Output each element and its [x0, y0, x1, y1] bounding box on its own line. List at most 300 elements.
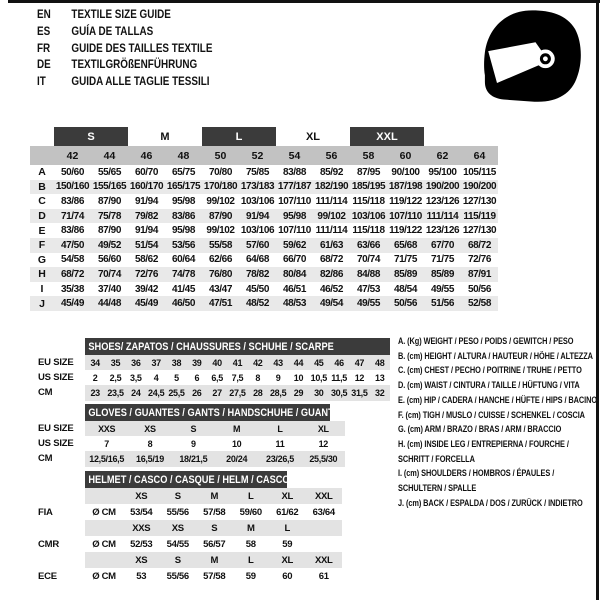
helmet-size-value: 53	[136, 570, 147, 582]
helmet-table-title-bar	[85, 471, 290, 488]
size-cell: 10	[293, 372, 304, 383]
helmet-size-label: XXS	[132, 522, 151, 534]
size-cell: 48	[375, 357, 385, 368]
size-band-l: L	[202, 127, 276, 146]
size-value-cell: 48/52	[245, 298, 270, 310]
size-value-cell: 37/40	[97, 283, 122, 295]
diameter-unit-label: Ø CM	[92, 570, 116, 582]
size-band-xxl: XXL	[350, 127, 424, 146]
legend-line: A. (Kg) WEIGHT / PESO / POIDS / GEWITCH / PESO	[398, 336, 574, 346]
size-cell: 36	[131, 357, 141, 368]
helmet-size-value: 61	[318, 570, 329, 582]
size-value-cell: 75/85	[245, 166, 270, 178]
size-value-cell: 170/180	[203, 181, 238, 193]
size-value-cell: 87/90	[97, 225, 122, 237]
size-column-header: 56	[325, 149, 338, 162]
racing-helmet-icon	[472, 6, 588, 105]
size-value-cell: 90/100	[391, 166, 420, 178]
size-cell: 11,5	[331, 372, 348, 383]
size-value-cell: 111/114	[426, 210, 459, 222]
size-value-cell: 87/90	[97, 195, 122, 207]
size-value-cell: 103/106	[240, 195, 275, 207]
size-value-cell: 127/130	[462, 225, 497, 237]
row-cells	[85, 385, 390, 400]
helmet-size-label: L	[247, 554, 254, 566]
size-cell: 10	[231, 438, 242, 449]
measurement-row-b	[30, 180, 498, 195]
size-value-cell: 95/98	[171, 225, 196, 237]
size-value-cell: 185/195	[351, 181, 386, 193]
legend-line: I. (cm) SHOULDERS / HOMBROS / ÉPAULES /	[398, 468, 555, 479]
size-value-cell: 115/118	[352, 195, 385, 207]
helmet-size-value: 57/58	[203, 506, 226, 518]
size-cell: 28,5	[269, 387, 287, 398]
size-cell: 30,5	[330, 387, 348, 398]
size-cell: 28	[253, 387, 263, 398]
legend-line: F. (cm) TIGH / MUSLO / CUISSE / SCHENKEL / COSCIA	[398, 409, 585, 420]
size-cell: 2	[92, 372, 98, 383]
size-cell: XL	[317, 423, 329, 434]
size-column-header: 42	[66, 149, 79, 162]
size-value-cell: 107/110	[389, 210, 422, 222]
language-code: DE	[37, 59, 51, 72]
language-code: EN	[37, 9, 51, 21]
size-row-us-size	[38, 436, 345, 451]
helmet-size-label: XS	[135, 554, 148, 566]
size-cell: L	[277, 423, 283, 434]
legend-line: E. (cm) HIP / CADERA / HANCHE / HÜFTE / HIPS / BACINO	[398, 394, 598, 405]
row-letter: D	[38, 210, 46, 223]
row-label	[38, 488, 85, 504]
size-cell: 47	[354, 357, 365, 368]
helmet-size-value: 60	[282, 570, 293, 582]
size-value-cell: 47/53	[356, 283, 381, 295]
size-cell: 10,5	[310, 372, 327, 383]
size-value-cell: 123/126	[425, 225, 460, 237]
language-title-block	[37, 7, 212, 91]
size-value-cell: 50/60	[60, 166, 85, 178]
size-value-cell: 60/64	[171, 254, 196, 266]
size-cell: 35	[110, 357, 121, 368]
helmet-size-value: 55/56	[166, 570, 189, 582]
size-value-cell: 46/50	[171, 298, 196, 310]
diameter-unit-label: Ø CM	[92, 538, 116, 550]
helmet-table-rows	[38, 488, 342, 584]
size-column-header: 58	[362, 149, 375, 162]
gloves-table-title: GLOVES / GUANTES / GANTS / HANDSCHUHE / GUANTI	[88, 406, 337, 419]
size-value-cell: 54/58	[60, 254, 85, 266]
size-band-xl: XL	[305, 130, 321, 143]
size-column-header: 50	[214, 149, 227, 162]
size-value-cell: 91/94	[134, 195, 159, 207]
helmet-size-value: 55/56	[166, 506, 189, 518]
size-cell: 27	[212, 387, 222, 398]
size-value-cell: 83/86	[60, 195, 85, 207]
size-cell: 25,5/30	[309, 453, 338, 464]
size-value-cell: 70/80	[208, 166, 233, 178]
row-cells	[85, 436, 345, 451]
size-value-cell: 190/200	[462, 181, 497, 193]
row-letter: E	[38, 224, 46, 237]
size-value-cell: 68/72	[467, 239, 492, 251]
language-row	[37, 7, 212, 24]
size-value-cell: 182/190	[314, 181, 349, 193]
helmet-table-title: HELMET / CASCO / CASQUE / HELM / CASCO	[88, 473, 290, 486]
row-cells	[85, 568, 342, 584]
helmet-size-value: 63/64	[312, 506, 335, 518]
size-value-cell: 63/66	[356, 239, 381, 251]
homologation-label: ECE	[38, 570, 57, 582]
size-value-cell: 107/110	[278, 225, 311, 237]
measurement-legend	[398, 334, 598, 510]
size-cell: 16,5/19	[136, 453, 164, 464]
size-value-cell: 45/50	[245, 283, 270, 295]
language-title: GUÍA DE TALLAS	[71, 25, 154, 38]
helmet-size-value: 53/54	[130, 506, 153, 518]
gloves-table-title-bar	[85, 404, 337, 421]
size-value-cell: 47/51	[208, 298, 233, 310]
size-cell: 43	[273, 357, 283, 368]
size-row-eu-size	[38, 421, 345, 436]
size-cell: 20/24	[226, 453, 248, 464]
size-cell: 41	[232, 357, 243, 368]
size-cell: 24,5	[147, 387, 165, 398]
gloves-table-rows	[38, 421, 345, 467]
measurement-row-e	[30, 223, 498, 238]
size-value-cell: 95/98	[171, 195, 196, 207]
measurement-row-j	[30, 296, 498, 311]
row-cells	[85, 536, 342, 552]
helmet-size-label: XXL	[314, 554, 333, 566]
size-value-cell: 57/60	[245, 239, 270, 251]
size-band-row	[30, 127, 498, 146]
helmet-size-value: 59/60	[239, 506, 262, 518]
shoes-table-title: SHOES/ ZAPATOS / CHAUSSURES / SCHUHE / SCARPE	[88, 340, 334, 353]
homologation-label: FIA	[38, 506, 53, 518]
size-cell: 8	[255, 372, 261, 383]
helmet-size-label: S	[211, 522, 218, 534]
legend-line: H. (cm) INSIDE LEG / ENTREPIERNA / FOURCHE /	[398, 438, 569, 449]
row-letter: H	[38, 268, 46, 281]
size-value-cell: 46/52	[319, 283, 344, 295]
size-value-cell: 68/72	[60, 268, 85, 280]
size-value-cell: 70/74	[97, 268, 122, 280]
size-cell: M	[233, 423, 241, 434]
size-band-s: S	[54, 127, 128, 146]
size-value-cell: 78/82	[245, 268, 270, 280]
size-value-cell: 65/68	[393, 239, 418, 251]
measurement-row-f	[30, 238, 498, 253]
shoes-size-table	[38, 338, 390, 401]
top-border-line	[8, 0, 600, 3]
size-cell: 6	[194, 372, 200, 383]
size-value-cell: 47/50	[60, 239, 85, 251]
size-value-cell: 76/80	[208, 268, 233, 280]
size-cell: 2,5	[109, 372, 122, 383]
row-cells	[85, 520, 342, 536]
size-value-cell: 85/89	[393, 268, 418, 280]
size-value-cell: 71/75	[430, 254, 455, 266]
size-value-cell: 49/55	[430, 283, 455, 295]
size-cell: 29	[293, 387, 304, 398]
size-value-cell: 83/86	[60, 225, 85, 237]
size-value-cell: 64/68	[245, 254, 270, 266]
size-column-header: 48	[177, 149, 190, 162]
size-value-cell: 79/82	[134, 210, 159, 222]
size-value-cell: 82/86	[319, 268, 344, 280]
size-value-cell: 49/52	[97, 239, 122, 251]
language-row	[37, 74, 212, 91]
size-value-cell: 58/62	[134, 254, 159, 266]
size-column-header: 52	[251, 149, 264, 162]
size-value-cell: 99/102	[206, 225, 235, 237]
size-value-cell: 111/114	[315, 195, 348, 207]
legend-line: SCHULTERN / SPALLE	[398, 483, 477, 494]
size-value-cell: 50/56	[393, 298, 418, 310]
helmet-size-label: S	[174, 490, 181, 502]
size-value-cell: 60/70	[134, 166, 159, 178]
size-value-cell: 111/114	[315, 225, 348, 237]
size-value-cell: 95/98	[282, 210, 307, 222]
size-value-cell: 56/60	[97, 254, 122, 266]
helmet-size-label: XL	[281, 554, 294, 566]
homologation-label: CMR	[38, 538, 60, 550]
size-column-header: 44	[103, 149, 116, 162]
size-value-cell: 95/100	[428, 166, 457, 178]
size-value-cell: 190/200	[425, 181, 460, 193]
size-value-cell: 72/76	[134, 268, 159, 280]
size-value-cell: 45/49	[60, 298, 85, 310]
row-label: EU SIZE	[38, 423, 74, 435]
helmet-size-value: 54/55	[166, 538, 189, 550]
legend-line: G. (cm) ARM / BRAZO / BRAS / ARM / BRACCIO	[398, 424, 562, 435]
size-value-cell: 41/45	[171, 283, 196, 295]
helmet-size-label: M	[210, 554, 219, 566]
row-label	[38, 552, 85, 568]
size-value-cell: 75/78	[97, 210, 122, 222]
helmet-size-label: S	[174, 554, 181, 566]
size-cell: 26	[192, 387, 202, 398]
size-value-cell: 66/70	[282, 254, 307, 266]
size-value-cell: 51/56	[430, 298, 455, 310]
helmet-size-value: 59	[282, 538, 293, 550]
helmet-size-value: 58	[245, 538, 256, 550]
size-column-header: 64	[473, 149, 486, 162]
size-cell: 45	[314, 357, 324, 368]
size-value-cell: 87/95	[356, 166, 381, 178]
size-cell: 24	[131, 387, 141, 398]
shoes-table-title-bar	[85, 338, 390, 355]
legend-line: D. (cm) WAIST / CINTURA / TAILLE / HÜFTUNG / VITA	[398, 380, 580, 391]
textile-size-table	[30, 127, 498, 311]
size-value-cell: 123/126	[425, 195, 460, 207]
size-value-cell: 119/122	[389, 195, 422, 207]
measurement-row-d	[30, 209, 498, 224]
size-value-cell: 35/38	[60, 283, 85, 295]
size-value-cell: 71/74	[60, 210, 85, 222]
size-column-header: 60	[399, 149, 412, 162]
row-cells	[85, 370, 390, 385]
size-value-cell: 70/74	[356, 254, 381, 266]
size-cell: 8	[147, 438, 153, 449]
helmet-size-value: 61/62	[276, 506, 299, 518]
size-value-cell: 115/119	[463, 210, 496, 222]
size-cell: 39	[192, 357, 202, 368]
row-label: EU SIZE	[38, 357, 74, 369]
helmet-size-label: L	[247, 490, 254, 502]
legend-line: B. (cm) HEIGHT / ALTURA / HAUTEUR / HÖHE / ALTEZZA	[398, 350, 593, 361]
size-value-cell: 173/183	[240, 181, 275, 193]
row-label: CM	[38, 453, 53, 465]
row-letter: I	[40, 283, 44, 296]
size-row-eu-size	[38, 355, 390, 370]
measurement-row-a	[30, 165, 498, 180]
size-value-cell: 61/63	[319, 239, 344, 251]
size-row-us-size	[38, 370, 390, 385]
helmet-size-label: M	[246, 522, 255, 534]
helmet-size-value: 59	[245, 570, 256, 582]
size-value-cell: 67/70	[430, 239, 455, 251]
size-cell: 34	[90, 357, 100, 368]
size-cell: 42	[253, 357, 263, 368]
measurement-row-c	[30, 194, 498, 209]
language-title: TEXTILGRÖßENFÜHRUNG	[71, 59, 198, 72]
helmet-size-value: 57/58	[203, 570, 226, 582]
row-cells	[85, 488, 342, 504]
row-cells	[85, 552, 342, 568]
language-row	[37, 24, 212, 41]
size-cell: 12	[318, 438, 329, 449]
size-value-cell: 45/49	[134, 298, 159, 310]
size-cell: 7	[104, 438, 110, 449]
row-cells	[85, 504, 342, 520]
helmet-sizes-row-cmr	[38, 520, 342, 536]
size-value-cell: 51/54	[134, 239, 159, 251]
size-band-m: M	[160, 130, 170, 143]
size-value-cell: 155/165	[92, 181, 127, 193]
size-value-cell: 62/66	[208, 254, 233, 266]
size-value-cell: 55/58	[208, 239, 233, 251]
size-value-cell: 71/75	[393, 254, 418, 266]
language-code: FR	[37, 42, 51, 55]
size-value-cell: 39/42	[134, 283, 159, 295]
size-value-cell: 46/51	[282, 283, 307, 295]
helmet-values-row-ece	[38, 568, 342, 584]
size-value-cell: 103/106	[351, 210, 386, 222]
size-cell: 4	[153, 372, 159, 383]
size-value-cell: 48/54	[393, 283, 418, 295]
size-row-cm	[38, 451, 345, 466]
measurement-row-g	[30, 253, 498, 268]
size-cell: 23/26,5	[266, 453, 294, 464]
size-value-cell: 103/106	[240, 225, 275, 237]
size-value-cell: 127/130	[462, 195, 497, 207]
row-cells	[85, 355, 390, 370]
size-value-cell: 53/56	[171, 239, 196, 251]
shoes-table-rows	[38, 355, 390, 401]
row-cells	[85, 421, 345, 436]
size-value-cell: 165/175	[166, 181, 201, 193]
size-value-cell: 72/76	[467, 254, 492, 266]
measurement-row-i	[30, 282, 498, 297]
size-value-cell: 84/88	[356, 268, 381, 280]
size-cell: XS	[144, 423, 156, 434]
size-cell: 30	[314, 387, 324, 398]
size-value-cell: 48/53	[282, 298, 307, 310]
gloves-size-table	[38, 404, 345, 467]
language-code: IT	[37, 76, 46, 89]
size-value-cell: 83/86	[171, 210, 196, 222]
size-cell: 32	[375, 387, 385, 398]
language-title: GUIDA ALLE TAGLIE TESSILI	[71, 76, 210, 89]
size-value-cell: 91/94	[134, 225, 159, 237]
band-spacer	[30, 127, 54, 146]
size-cell: 25,5	[168, 387, 185, 398]
row-label: US SIZE	[38, 438, 74, 450]
size-cell: 3,5	[130, 372, 142, 383]
size-value-cell: 99/102	[206, 195, 235, 207]
size-value-cell: 87/91	[467, 268, 492, 280]
row-cells	[85, 451, 345, 466]
helmet-size-label: XXL	[314, 490, 333, 502]
helmet-size-value: 56/57	[203, 538, 226, 550]
size-cell: 38	[171, 357, 182, 368]
size-value-cell: 107/110	[278, 195, 311, 207]
language-title: GUIDE DES TAILLES TEXTILE	[71, 42, 213, 55]
row-letter: G	[37, 253, 47, 266]
size-value-cell: 87/90	[208, 210, 233, 222]
legend-line: J. (cm) BACK / ESPALDA / DOS / ZURÜCK / INDIETRO	[398, 497, 583, 508]
size-row-cm	[38, 385, 390, 400]
helmet-size-label: XL	[281, 490, 294, 502]
size-cell: 12,5/16,5	[89, 453, 125, 464]
helmet-size-label: XS	[135, 490, 148, 502]
helmet-size-label: L	[284, 522, 290, 534]
size-cell: 46	[334, 357, 344, 368]
row-letter: A	[38, 166, 46, 179]
size-cell: XXS	[98, 423, 116, 434]
size-column-header: 46	[140, 149, 153, 162]
size-cell: 9	[275, 372, 281, 383]
size-column-header: 62	[436, 149, 449, 162]
size-value-cell: 160/170	[129, 181, 164, 193]
size-value-cell: 55/65	[97, 166, 122, 178]
size-value-cell: 119/122	[389, 225, 422, 237]
language-row	[37, 57, 212, 74]
language-code: ES	[37, 25, 51, 38]
helmet-size-label: XS	[171, 522, 184, 534]
diameter-unit-label: Ø CM	[92, 506, 116, 518]
language-title: TEXTILE SIZE GUIDE	[71, 9, 171, 21]
size-value-cell: 91/94	[245, 210, 270, 222]
size-cell: 31,5	[351, 387, 368, 398]
row-label	[38, 520, 85, 536]
row-letter: F	[38, 239, 46, 252]
size-value-cell: 49/54	[319, 298, 344, 310]
helmet-size-value: 52/53	[130, 538, 153, 550]
measurement-row-h	[30, 267, 498, 282]
size-value-cell: 43/47	[208, 283, 233, 295]
size-value-cell: 85/89	[430, 268, 455, 280]
row-letter: J	[39, 297, 45, 310]
row-label: US SIZE	[38, 372, 74, 384]
legend-line: SCHRITT / FORCELLA	[398, 453, 475, 464]
size-value-cell: 150/160	[55, 181, 90, 193]
size-cell: 7,5	[231, 372, 244, 383]
helmet-size-table	[38, 471, 342, 584]
size-cell: 6,5	[211, 372, 223, 383]
size-value-cell: 85/92	[319, 166, 344, 178]
